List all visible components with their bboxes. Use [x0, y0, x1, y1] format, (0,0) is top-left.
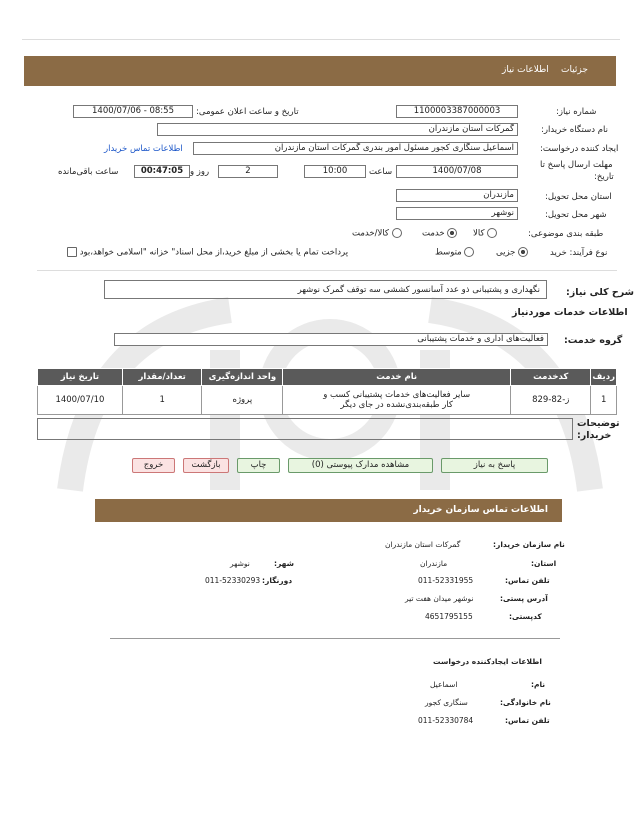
cell-code: ز-82-829 [511, 386, 591, 415]
tab-details[interactable]: جزئیات [561, 65, 588, 75]
deadline-date-field: 1400/07/08 [396, 165, 518, 178]
summary-label: شرح کلی نیاز: [566, 287, 635, 298]
province-label: استان محل تحویل: [545, 192, 612, 202]
col-unit: واحد اندازه‌گیری [202, 369, 283, 386]
buyer-notes-label: توضیحات [577, 418, 620, 429]
category-service-option[interactable]: خدمت [422, 228, 457, 239]
fax-label: دورنگار: [262, 576, 293, 585]
cell-unit: پروژه [202, 386, 283, 415]
service-group-field: فعالیت‌های اداری و خدمات پشتیبانی [114, 333, 548, 346]
org-value: گمرکات استان مازندران [385, 540, 461, 549]
province-contact-value: مازندران [420, 559, 448, 568]
buyer-org-label: نام دستگاه خریدار: [541, 125, 608, 135]
province-field: مازندران [396, 189, 518, 202]
col-row: ردیف [591, 369, 617, 386]
creator-phone-value: 011-52330784 [418, 716, 474, 725]
name-label: نام: [531, 680, 546, 689]
category-label: طبقه بندی موضوعی: [528, 229, 604, 239]
reply-button[interactable]: پاسخ به نیاز [441, 458, 548, 473]
postal-label: کدپستی: [509, 612, 542, 621]
org-label: نام سازمان خریدار: [493, 540, 565, 549]
category-goods-service-option[interactable]: کالا/خدمت [352, 228, 402, 239]
need-number-field: 1100003387000003 [396, 105, 518, 118]
services-table [37, 368, 617, 415]
top-divider [22, 39, 620, 40]
services-title: اطلاعات خدمات موردنیاز [512, 307, 628, 318]
cell-row: 1 [591, 386, 617, 415]
table-row [38, 386, 617, 415]
postal-value: 4651795155 [425, 612, 473, 621]
service-group-label: گروه خدمت: [564, 335, 623, 346]
cell-qty: 1 [122, 386, 202, 415]
process-partial-option[interactable]: جزیی [496, 247, 528, 258]
time-label: ساعت [369, 167, 393, 177]
address-label: آدرس پستی: [500, 594, 548, 603]
back-button[interactable]: بازگشت [183, 458, 229, 473]
announce-field: 1400/07/06 - 08:55 [73, 105, 193, 118]
buyer-notes-label-2: خریدار: [577, 430, 612, 441]
deadline-time-field: 10:00 [304, 165, 366, 178]
deadline-label-2: تاریخ: [594, 172, 614, 182]
phone-value: 011-52331955 [418, 576, 474, 585]
cell-date: 1400/07/10 [38, 386, 123, 415]
exit-button[interactable]: خروج [132, 458, 175, 473]
days-count-field: 2 [218, 165, 278, 178]
city-contact-value: نوشهر [230, 559, 250, 568]
phone-label: تلفن تماس: [505, 576, 550, 585]
family-value: سنگاری کجور [425, 698, 468, 707]
attachments-button[interactable]: مشاهده مدارک پیوستی (0) [288, 458, 433, 473]
creator-phone-label: تلفن تماس: [505, 716, 550, 725]
buyer-notes-field [37, 418, 573, 440]
divider [37, 270, 617, 271]
print-button[interactable]: چاپ [237, 458, 280, 473]
col-qty: تعداد/مقدار [122, 369, 202, 386]
payment-note[interactable]: پرداخت تمام یا بخشی از مبلغ خرید،از محل اسناد" خزانه "اسلامی خواهد،بود [67, 247, 348, 258]
requester-label: ایجاد کننده درخواست: [540, 144, 619, 154]
tab-need-info[interactable]: اطلاعات نیاز [502, 65, 549, 75]
province-contact-label: استان: [531, 559, 557, 568]
address-value: نوشهر میدان هفت تیر [405, 594, 474, 603]
creator-title: اطلاعات ایجادکننده درخواست [433, 657, 542, 666]
col-date: تاریخ نیاز [38, 369, 123, 386]
contact-divider [110, 638, 560, 639]
summary-field: نگهداری و پشتیبانی ذو عدد آسانسور کششی سه توقف گمرک نوشهر [104, 280, 547, 299]
deadline-label: مهلت ارسال پاسخ تا [540, 160, 613, 170]
contact-section-header [95, 499, 562, 522]
city-contact-label: شهر: [274, 559, 294, 568]
fax-value: 011-52330293 [205, 576, 261, 585]
remaining-time-field: 00:47:05 [134, 165, 190, 178]
city-field: نوشهر [396, 207, 518, 220]
process-label: نوع فرآیند: خرید [550, 248, 608, 258]
col-name: نام خدمت [283, 369, 511, 386]
process-medium-option[interactable]: متوسط [435, 247, 474, 258]
announce-label: تاریخ و ساعت اعلان عمومی: [196, 107, 299, 117]
buyer-contact-link[interactable]: اطلاعات تماس خریدار [104, 144, 183, 154]
remaining-label: ساعت باقی‌مانده [58, 167, 119, 177]
cell-name: سایر فعالیت‌های خدمات پشتیبانی کسب و کار طبقه‌بندی‌نشده در جای دیگر [283, 386, 511, 415]
name-value: اسماعیل [430, 680, 458, 689]
col-code: کدخدمت [511, 369, 591, 386]
page-header-bar [24, 56, 616, 86]
days-label: روز و [190, 167, 210, 177]
table-header-row [38, 369, 617, 386]
need-number-label: شماره نیاز: [556, 107, 597, 117]
contact-title: اطلاعات تماس سازمان خریدار [413, 505, 548, 515]
category-goods-option[interactable]: کالا [473, 228, 497, 239]
city-label: شهر محل تحویل: [545, 210, 607, 220]
buyer-org-field: گمرکات استان مازندران [157, 123, 518, 136]
requester-field: اسماعیل سنگاری کجور مسئول امور بندری گمرکات استان مازندران [193, 142, 518, 155]
family-label: نام خانوادگی: [500, 698, 551, 707]
